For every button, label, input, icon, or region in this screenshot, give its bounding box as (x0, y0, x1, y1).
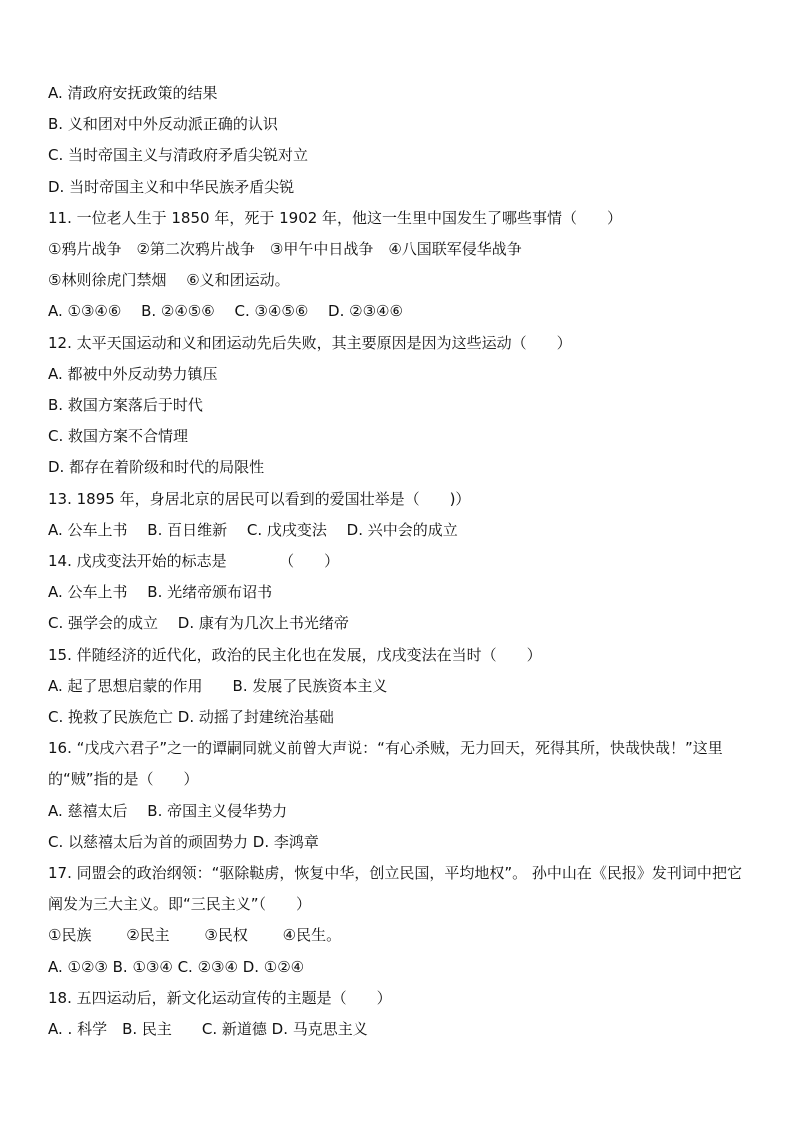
q12-option-c: C. 救国方案不合情理 (48, 427, 189, 446)
q14-stem: 14. 戊戌变法开始的标志是 （ ） (48, 552, 340, 571)
q12-option-b: B. 救国方案落后于时代 (48, 396, 203, 415)
q14-options-1: A. 公车上书 B. 光绪帝颁布诏书 (48, 583, 273, 602)
q16-stem: 16. “戊戌六君子”之一的谭嗣同就义前曾大声说：“有心杀贼，无力回天，死得其所，快哉快哉！”这里的“贼”指的是（ ） (48, 739, 723, 789)
q16-options-2: C. 以慈禧太后为首的顽固势力 D. 李鸿章 (48, 832, 319, 851)
q12-stem: 12. 太平天国运动和义和团运动先后失败，其主要原因是因为这些运动（ ） (48, 333, 572, 352)
q12-option-d: D. 都存在着阶级和时代的局限性 (48, 458, 265, 477)
q13-options: A. 公车上书 B. 百日维新 C. 戊戌变法 D. 兴中会的成立 (48, 520, 458, 539)
q10-option-a: A. 清政府安抚政策的结果 (48, 84, 218, 102)
q15-stem: 15. 伴随经济的近代化，政治的民主化也在发展，戊戌变法在当时（ ） (48, 645, 542, 664)
exam-page (48, 78, 753, 1045)
q14-options-2: C. 强学会的成立 D. 康有为几次上书光绪帝 (48, 614, 349, 633)
q11-events-1: ①鸦片战争 ②第二次鸦片战争 ③甲午中日战争 ④八国联军侵华战争 (48, 240, 522, 259)
q15-options-1: A. 起了思想启蒙的作用 B. 发展了民族资本主义 (48, 676, 388, 695)
q11-events-2: ⑤林则徐虎门禁烟 ⑥义和团运动。 (48, 271, 290, 290)
q18-options: A. . 科学 B. 民主 C. 新道德 D. 马克思主义 (48, 1020, 368, 1039)
q10-option-c: C. 当时帝国主义与清政府矛盾尖锐对立 (48, 146, 309, 165)
q10-option-d: D. 当时帝国主义和中华民族矛盾尖锐 (48, 177, 295, 196)
q18-stem: 18. 五四运动后，新文化运动宣传的主题是（ ） (48, 988, 392, 1007)
q11-options: A. ①③④⑥ B. ②④⑤⑥ C. ③④⑤⑥ D. ②③④⑥ (48, 302, 403, 321)
q13-stem: 13. 1895 年，身居北京的居民可以看到的爱国壮举是（ )） (48, 489, 471, 508)
q12-option-a: A. 都被中外反动势力镇压 (48, 364, 218, 383)
q15-options-2: C. 挽救了民族危亡 D. 动摇了封建统治基础 (48, 708, 334, 727)
q17-stem: 17. 同盟会的政治纲领：“驱除鞑虏，恢复中华，创立民国，平均地权”。 孙中山在《民报》发刊词中把它阐发为三大主义。即“三民主义”（ ） (48, 864, 742, 914)
q17-items: ①民族 ②民主 ③民权 ④民生。 (48, 926, 342, 945)
q16-options-1: A. 慈禧太后 B. 帝国主义侵华势力 (48, 801, 288, 820)
q11-stem: 11. 一位老人生于 1850 年，死于 1902 年，他这一生里中国发生了哪些事情（ ） (48, 208, 623, 227)
q17-options: A. ①②③ B. ①③④ C. ②③④ D. ①②④ (48, 957, 305, 976)
q10-option-b: B. 义和团对中外反动派正确的认识 (48, 115, 278, 134)
